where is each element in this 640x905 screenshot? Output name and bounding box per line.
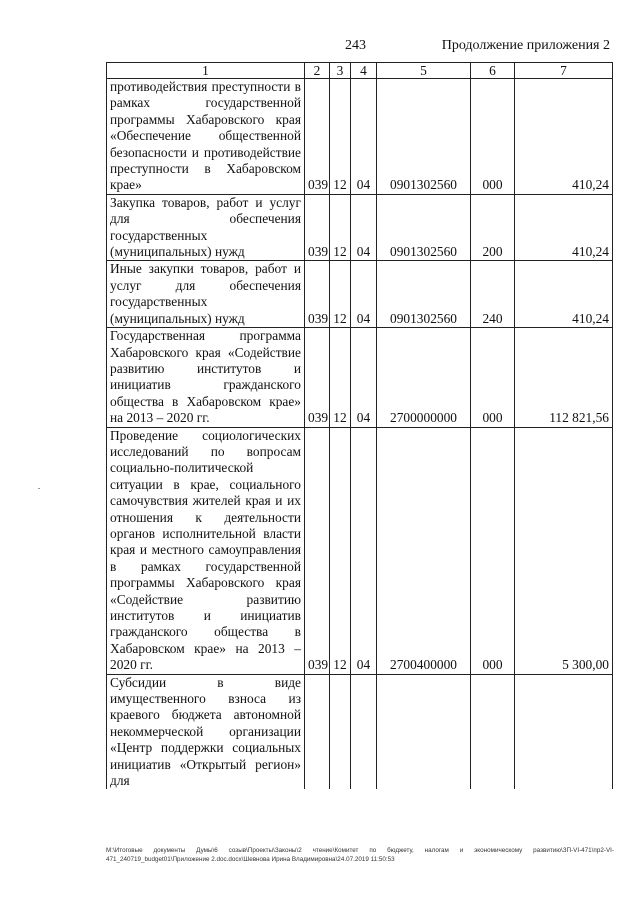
section-code: 12 (330, 194, 351, 261)
column-header: 5 (377, 63, 471, 79)
page-header (0, 38, 640, 58)
section-code: 12 (330, 79, 351, 195)
target-article-code: 2700400000 (377, 427, 471, 674)
margin-mark (38, 488, 40, 489)
row-name: Субсидии в виде имущественного взноса из краевого бюджета автономной некоммерческой организации «Центр поддержки социальных инициатив «Открытый регион» для (107, 674, 305, 789)
table-row (107, 427, 613, 674)
ministry-code: 039 (305, 328, 330, 427)
expense-type-code: 200 (471, 194, 515, 261)
expense-type-code: 000 (471, 427, 515, 674)
ministry-code: 039 (305, 261, 330, 328)
target-article-code (377, 674, 471, 789)
row-name: Проведение социологических исследований по вопросам социально-политической ситуации в крае, социального самочувствия жителей края и их отношения к деятельности органов исполнительной власти края и местного самоуправления в рамках государственной программы Хабаровского края «Содействие развитию институтов и инициатив гражданского общества в Хабаровском крае» на 2013 – 2020 гг. (107, 427, 305, 674)
table-row (107, 194, 613, 261)
target-article-code: 0901302560 (377, 194, 471, 261)
ministry-code (305, 674, 330, 789)
subsection-code: 04 (351, 261, 377, 328)
section-code: 12 (330, 328, 351, 427)
row-amount: 112 821,56 (515, 328, 613, 427)
row-amount: 410,24 (515, 194, 613, 261)
expense-type-code: 240 (471, 261, 515, 328)
column-header: 6 (471, 63, 515, 79)
column-header: 4 (351, 63, 377, 79)
document-path-footer: М:\Итоговые документы Думы\6 созыв\Проекты\Законы\2 чтение\Комитет по бюджету, налогам и экономическому развитию\ЗП-VI-471\пр2-VI-471_240719_budget01\Приложение 2.doc.docx\Шевнова Ирина Владимировна\24.07.2019 11:50:53 (106, 847, 614, 863)
section-code (330, 674, 351, 789)
section-code: 12 (330, 427, 351, 674)
row-amount: 5 300,00 (515, 427, 613, 674)
row-name: противодействия преступности в рамках государственной программы Хабаровского края «Обеспечение общественной безопасности и противодействие преступности в Хабаровском крае» (107, 79, 305, 195)
row-name: Государственная программа Хабаровского края «Содействие развитию институтов и инициатив гражданского общества в Хабаровском крае» на 2013 – 2020 гг. (107, 328, 305, 427)
column-header: 3 (330, 63, 351, 79)
expense-type-code: 000 (471, 328, 515, 427)
subsection-code: 04 (351, 328, 377, 427)
subsection-code: 04 (351, 427, 377, 674)
subsection-code: 04 (351, 79, 377, 195)
column-header: 1 (107, 63, 305, 79)
row-amount: 410,24 (515, 79, 613, 195)
table-header-row (107, 63, 613, 79)
table-row (107, 328, 613, 427)
page-number: 243 (345, 38, 366, 53)
ministry-code: 039 (305, 194, 330, 261)
continuation-label: Продолжение приложения 2 (441, 38, 610, 53)
table-row (107, 674, 613, 789)
target-article-code: 0901302560 (377, 79, 471, 195)
row-name: Закупка товаров, работ и услуг для обеспечения государственных (муниципальных) нужд (107, 194, 305, 261)
ministry-code: 039 (305, 427, 330, 674)
budget-table (106, 62, 613, 789)
subsection-code (351, 674, 377, 789)
row-name: Иные закупки товаров, работ и услуг для обеспечения государственных (муниципальных) нужд (107, 261, 305, 328)
column-header: 7 (515, 63, 613, 79)
row-amount (515, 674, 613, 789)
target-article-code: 0901302560 (377, 261, 471, 328)
section-code: 12 (330, 261, 351, 328)
subsection-code: 04 (351, 194, 377, 261)
ministry-code: 039 (305, 79, 330, 195)
table-row (107, 261, 613, 328)
column-header: 2 (305, 63, 330, 79)
row-amount: 410,24 (515, 261, 613, 328)
expense-type-code: 000 (471, 79, 515, 195)
expense-type-code (471, 674, 515, 789)
target-article-code: 2700000000 (377, 328, 471, 427)
table-row (107, 79, 613, 195)
